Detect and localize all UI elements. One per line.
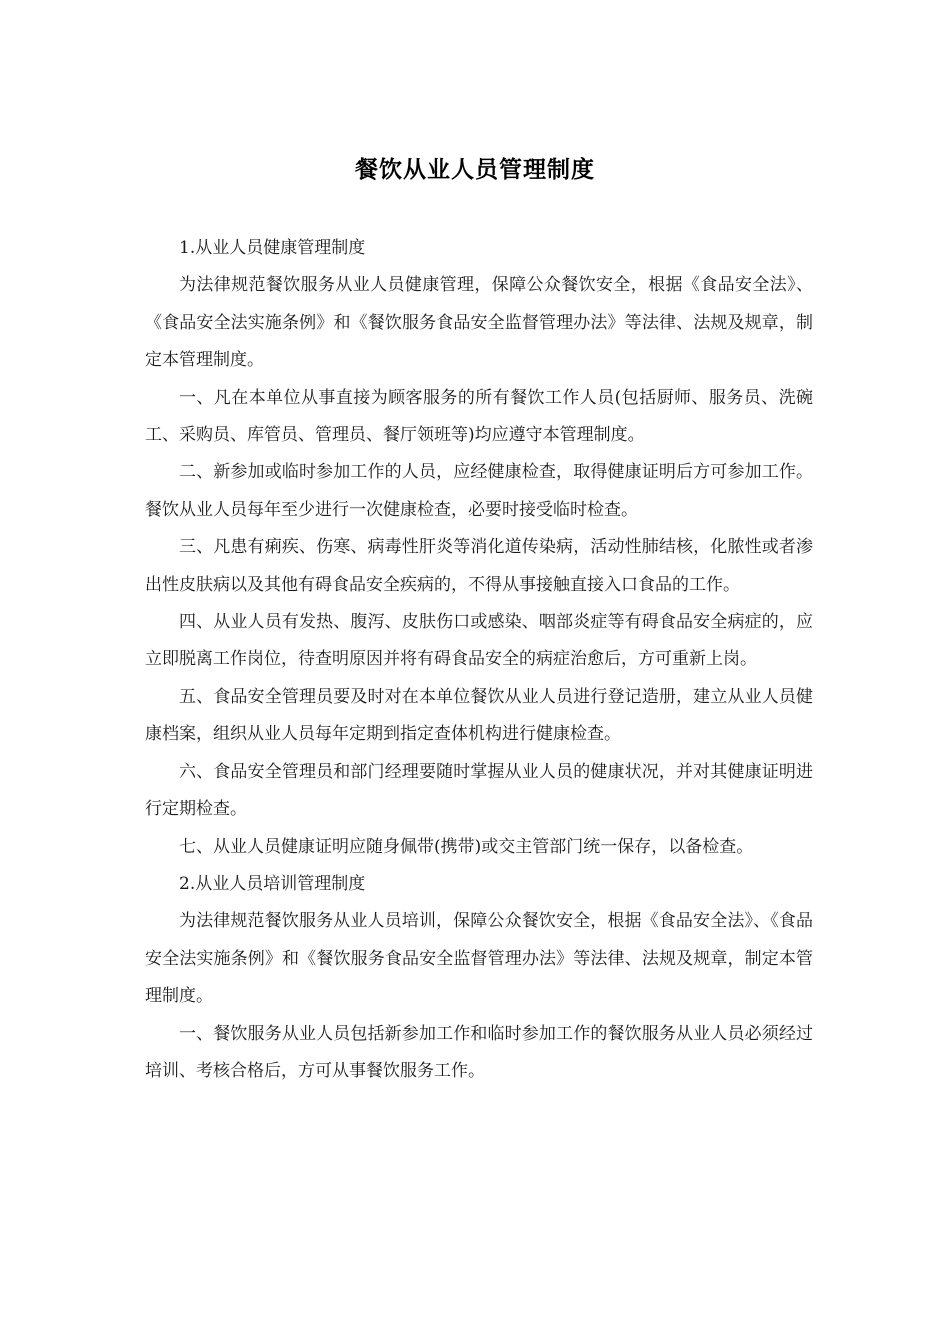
- paragraph: 七、从业人员健康证明应随身佩带(携带)或交主管部门统一保存，以备检查。: [179, 836, 754, 857]
- section-heading-health: 1.从业人员健康管理制度: [179, 238, 366, 258]
- paragraph: 六、食品安全管理员和部门经理要随时掌握从业人员的健康状况，并对其健康证明进行定期检查。: [145, 761, 813, 820]
- paragraph: 为法律规范餐饮服务从业人员培训，保障公众餐饮安全，根据《食品安全法》、《食品安全法实施条例》和《餐饮服务食品安全监督管理办法》等法律、法规及规章，制定本管理制度。: [145, 911, 813, 1007]
- paragraph: 一、凡在本单位从事直接为顾客服务的所有餐饮工作人员(包括厨师、服务员、洗碗工、采购员、库管员、管理员、餐厅领班等)均应遵守本管理制度。: [145, 387, 813, 446]
- paragraph: 为法律规范餐饮服务从业人员健康管理，保障公众餐饮安全，根据《食品安全法》、《食品安全法实施条例》和《餐饮服务食品安全监督管理办法》等法律、法规及规章，制定本管理制度。: [145, 275, 813, 371]
- paragraph: 五、食品安全管理员要及时对在本单位餐饮从业人员进行登记造册，建立从业人员健康档案，组织从业人员每年定期到指定查体机构进行健康检查。: [145, 686, 813, 745]
- document-body: [145, 230, 813, 1090]
- paragraph: 一、餐饮服务从业人员包括新参加工作和临时参加工作的餐饮服务从业人员必须经过培训、考核合格后，方可从事餐饮服务工作。: [145, 1023, 813, 1081]
- section-heading-training: 2.从业人员培训管理制度: [179, 873, 366, 894]
- document-title: 餐饮从业人员管理制度: [355, 156, 595, 183]
- paragraph: 四、从业人员有发热、腹泻、皮肤伤口或感染、咽部炎症等有碍食品安全病症的，应立即脱离工作岗位，待查明原因并将有碍食品安全的病症治愈后，方可重新上岗。: [145, 612, 813, 670]
- paragraph: 二、新参加或临时参加工作的人员，应经健康检查，取得健康证明后方可参加工作。餐饮从业人员每年至少进行一次健康检查，必要时接受临时检查。: [145, 462, 813, 520]
- paragraph: 三、凡患有痢疾、伤寒、病毒性肝炎等消化道传染病，活动性肺结核，化脓性或者渗出性皮肤病以及其他有碍食品安全疾病的，不得从事接触直接入口食品的工作。: [145, 537, 813, 595]
